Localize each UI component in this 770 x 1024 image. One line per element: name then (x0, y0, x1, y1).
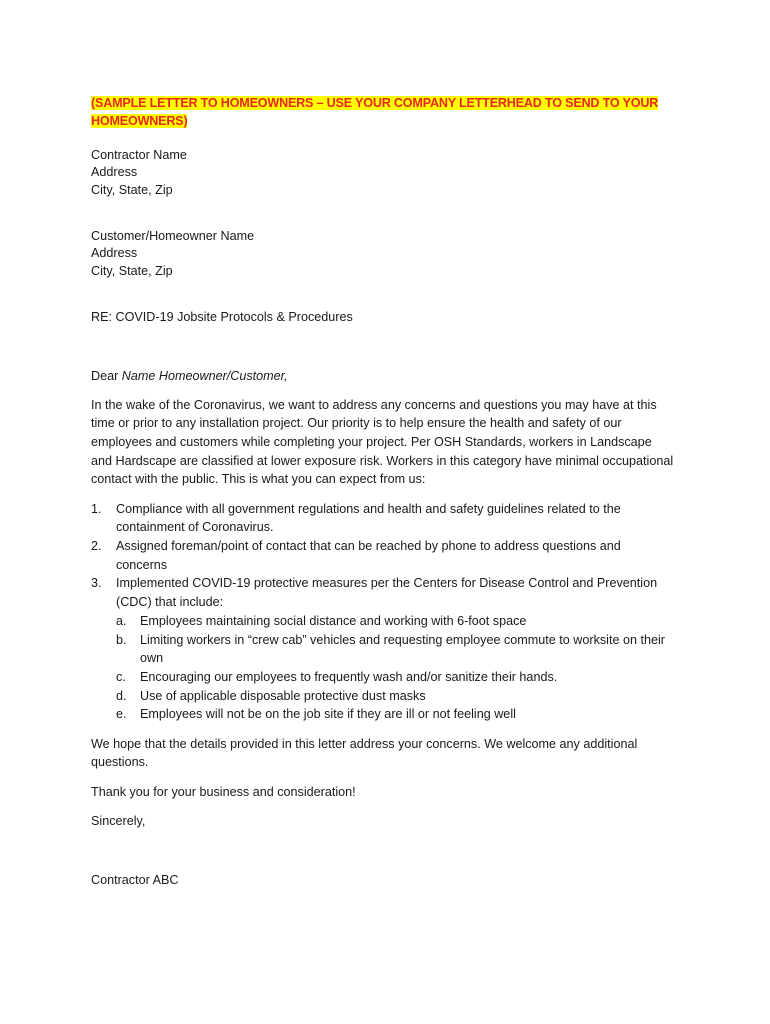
intro-line: contact with the public. This is what you can expect from us: (91, 472, 426, 486)
list-item-line: (CDC) that include: (116, 595, 224, 609)
sublist-item-line: Limiting workers in “crew cab” vehicles and requesting employee commute to worksite on their (140, 633, 665, 647)
list-item-line: Assigned foreman/point of contact that can be reached by phone to address questions and (116, 539, 621, 553)
list-item-line: concerns (116, 558, 168, 572)
intro-line: and Hardscape are classified at lower exposure risk. Workers in this category have minimal occupational (91, 454, 674, 468)
recipient-address: Address (91, 246, 138, 260)
sublist-letter: a. (116, 614, 127, 628)
list-item-line: containment of Coronavirus. (116, 520, 274, 534)
sublist-item-line: Encouraging our employees to frequently wash and/or sanitize their hands. (140, 670, 558, 684)
sublist-item-line: Employees will not be on the job site if they are ill or not feeling well (140, 707, 516, 721)
list-item-line: Compliance with all government regulations and health and safety guidelines related to the (116, 502, 621, 516)
sublist-item-line: Employees maintaining social distance and working with 6-foot space (140, 614, 527, 628)
sender-city: City, State, Zip (91, 183, 173, 197)
sublist-item-line: Use of applicable disposable protective dust masks (140, 689, 426, 703)
closing-line: questions. (91, 755, 149, 769)
signature: Contractor ABC (91, 873, 179, 887)
sender-address: Address (91, 165, 138, 179)
salutation-name: Name Homeowner/Customer, (121, 369, 288, 383)
signoff: Sincerely, (91, 814, 146, 828)
list-number: 1. (91, 502, 102, 516)
closing-line: We hope that the details provided in this letter address your concerns. We welcome any additional (91, 737, 638, 751)
recipient-city: City, State, Zip (91, 264, 173, 278)
sample-banner-line-2: HOMEOWNERS) (91, 114, 188, 128)
sublist-letter: b. (116, 633, 127, 647)
list-number: 2. (91, 539, 102, 553)
intro-line: In the wake of the Coronavirus, we want to address any concerns and questions you may have at this (91, 398, 657, 412)
list-item-line: Implemented COVID-19 protective measures per the Centers for Disease Control and Prevention (116, 576, 658, 590)
intro-line: time or prior to any installation project. Our priority is to help ensure the health and safety of our (91, 416, 622, 430)
sample-banner-line-1: (SAMPLE LETTER TO HOMEOWNERS – USE YOUR COMPANY LETTERHEAD TO SEND TO YOUR (91, 96, 659, 110)
recipient-name: Customer/Homeowner Name (91, 229, 255, 243)
thanks-line: Thank you for your business and consideration! (91, 785, 356, 799)
salutation: Dear Name Homeowner/Customer, (91, 369, 288, 383)
sublist-item-line: own (140, 651, 164, 665)
list-number: 3. (91, 576, 102, 590)
sublist-letter: e. (116, 707, 127, 721)
intro-line: employees and customers while completing your project. Per OSH Standards, workers in Landscape (91, 435, 652, 449)
sublist-letter: c. (116, 670, 126, 684)
subject-line: RE: COVID-19 Jobsite Protocols & Procedures (91, 310, 353, 324)
sublist-letter: d. (116, 689, 127, 703)
sender-name: Contractor Name (91, 148, 187, 162)
